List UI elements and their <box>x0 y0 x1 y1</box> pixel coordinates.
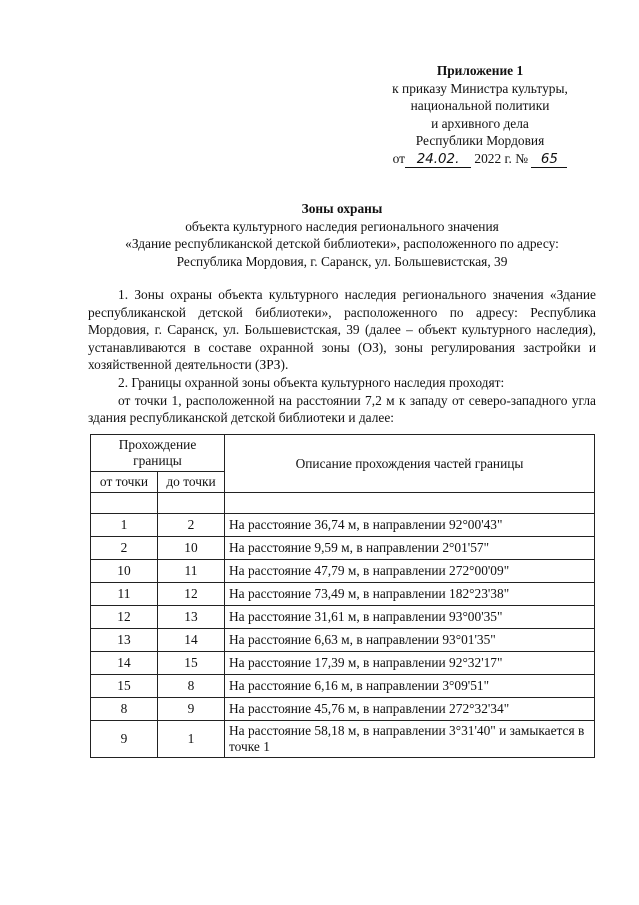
paragraph: от точки 1, расположенной на расстоянии 7,2 м к западу от северо-западного угла здания республиканской детской библиотеки и далее: <box>88 392 596 426</box>
to-point: 12 <box>158 583 225 606</box>
from-point: 1 <box>91 514 158 537</box>
date-suffix: 2022 г. № <box>474 150 528 166</box>
from-point: 15 <box>91 675 158 698</box>
header-from-point: от точки <box>91 472 158 493</box>
table-row <box>91 537 595 560</box>
boundary-description: На расстояние 9,59 м, в направлении 2°01'57" <box>225 537 595 560</box>
to-point: 11 <box>158 560 225 583</box>
header-to-point: до точки <box>158 472 225 493</box>
handwritten-date: 24.02. <box>405 152 471 168</box>
from-point: 10 <box>91 560 158 583</box>
spacer-cell <box>158 493 225 514</box>
document-title-block <box>88 200 596 270</box>
table-row <box>91 606 595 629</box>
spacer-cell <box>91 493 158 514</box>
table-row <box>91 560 595 583</box>
boundary-table <box>90 434 595 758</box>
from-point: 13 <box>91 629 158 652</box>
appendix-line: и архивного дела <box>431 115 529 131</box>
to-point: 10 <box>158 537 225 560</box>
date-prefix: от <box>392 150 406 166</box>
to-point: 1 <box>158 721 225 758</box>
header-boundary-passage: Прохождение границы <box>91 435 225 472</box>
table-row <box>91 629 595 652</box>
boundary-description: На расстояние 17,39 м, в направлении 92°32'17" <box>225 652 595 675</box>
to-point: 8 <box>158 675 225 698</box>
table-row <box>91 583 595 606</box>
to-point: 14 <box>158 629 225 652</box>
from-point: 14 <box>91 652 158 675</box>
appendix-line: Республики Мордовия <box>415 133 545 149</box>
table-row <box>91 514 595 537</box>
order-date-line <box>360 150 600 168</box>
to-point: 13 <box>158 606 225 629</box>
boundary-description: На расстояние 73,49 м, в направлении 182°23'38" <box>225 583 595 606</box>
boundary-description: На расстояние 6,16 м, в направлении 3°09'51" <box>225 675 595 698</box>
appendix-line: к приказу Министра культуры, <box>392 80 568 96</box>
spacer-cell <box>225 493 595 514</box>
title-line: «Здание республиканской детской библиотеки», расположенного по адресу: <box>125 236 559 252</box>
appendix-block <box>360 62 600 168</box>
from-point: 8 <box>91 698 158 721</box>
table-header-row <box>91 435 595 472</box>
paragraph: 1. Зоны охраны объекта культурного наследия регионального значения «Здание республиканской детской библиотеки», расположенного по адресу: Республика Мордовия, г. Саранск, ул. Большевистская, 39 (далее – объект культурного наследия), устанавливаются в составе охранной зоны (ОЗ), зоны регулирования застройки и хозяйственной деятельности (ЗРЗ). <box>88 287 596 373</box>
boundary-description: На расстояние 58,18 м, в направлении 3°31'40" и замыкается в точке 1 <box>225 721 595 758</box>
table-row <box>91 652 595 675</box>
boundary-description: На расстояние 31,61 м, в направлении 93°00'35" <box>225 606 595 629</box>
to-point: 2 <box>158 514 225 537</box>
handwritten-number: 65 <box>531 152 567 168</box>
boundary-description: На расстояние 47,79 м, в направлении 272°00'09" <box>225 560 595 583</box>
to-point: 9 <box>158 698 225 721</box>
body-text <box>88 286 596 427</box>
header-description: Описание прохождения частей границы <box>225 435 595 493</box>
table-row <box>91 675 595 698</box>
boundary-description: На расстояние 45,76 м, в направлении 272°32'34" <box>225 698 595 721</box>
table-spacer-row <box>91 493 595 514</box>
appendix-line: национальной политики <box>410 98 550 114</box>
title-line: Республика Мордовия, г. Саранск, ул. Большевистская, 39 <box>176 253 508 269</box>
to-point: 15 <box>158 652 225 675</box>
paragraph: 2. Границы охранной зоны объекта культурного наследия проходят: <box>118 374 505 390</box>
from-point: 12 <box>91 606 158 629</box>
appendix-heading: Приложение 1 <box>436 63 524 78</box>
title-line: объекта культурного наследия регионального значения <box>185 218 499 234</box>
table-row <box>91 721 595 758</box>
from-point: 9 <box>91 721 158 758</box>
boundary-description: На расстояние 6,63 м, в направлении 93°01'35" <box>225 629 595 652</box>
from-point: 2 <box>91 537 158 560</box>
table-row <box>91 698 595 721</box>
boundary-description: На расстояние 36,74 м, в направлении 92°00'43" <box>225 514 595 537</box>
document-title: Зоны охраны <box>301 201 383 216</box>
from-point: 11 <box>91 583 158 606</box>
